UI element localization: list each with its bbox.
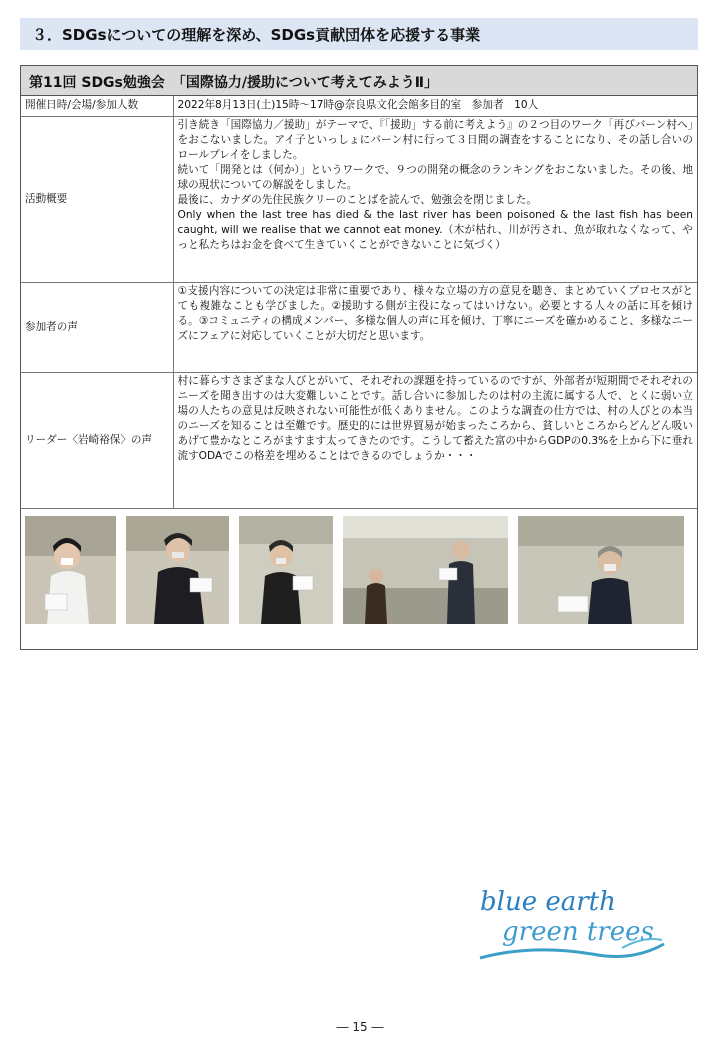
row-label: 参加者の声 [21,282,173,372]
report-title: 第11回 SDGs勉強会 「国際協力/援助について考えてみようⅡ」 [21,66,697,96]
row-content: 引き続き「国際協力／援助」がテーマで、『「援助」する前に考えよう』の２つ目のワーク「再びバーン村へ」をおこないました。アイ子といっしょにバーン村に行って３日間の調査をすることになり、その話し合いのロールプレイをしました。 続いて「開発とは（何か）」というワークで、９つの開発の概念のランキングをおこないました。その後、地球の現状についての解説をしました。 最後に、カナダの先住民族クリーのことばを読んで、勉強会を閉じました。 Only when the last tree has died & the last river has been poisoned & the last fish has been caught, will we realise that we cannot eat money.（木が枯れ、川が汚され、魚が取れなくなって、やっと私たちはお金を食べて生きていくことができないことに気づく） [173,116,697,282]
photo-woman-with-paper [239,516,333,624]
page-number: ― 15 ― [336,1020,384,1034]
section-header [20,18,698,50]
row-label: 活動概要 [21,116,173,282]
blue-earth-green-trees-logo [472,878,672,968]
row-label: 開催日時/会場/参加人数 [21,96,173,116]
section-title: ３．SDGsについての理解を深め、SDGs貢献団体を応援する事業 [32,26,481,44]
row-leader-voice [21,372,697,508]
photo-room-group [343,516,508,624]
photo-strip [21,509,697,624]
row-participant-voices [21,282,697,372]
info-table [21,96,697,509]
row-content: 2022年8月13日(土)15時～17時@奈良県文化会館多目的室 参加者 10人 [173,96,697,116]
row-content: 村に暮らすさまざまな人びとがいて、それぞれの課題を持っているのですが、外部者が短期間でそれぞれのニーズを聞き出すのは大変難しいことです。話し合いに参加したのは村の主流に属する人で、とくに弱い立場の人たちの意見は反映されない可能性が低くありません。このような調査の仕方では、村の人びとの本当のニーズを知ることは至難です。歴史的には世界貿易が始まったころから、貧しいところからどんどん吸いあげて豊かなところがますます太ってきたのです。こうして蓄えた富の中からGDPの0.3%を上から下に垂れ流すODAでこの格差を埋めることはできるのでしょうか・・・ [173,372,697,508]
row-activity-summary [21,116,697,282]
report-table [20,65,698,650]
photo-woman-reading [25,516,116,624]
photo-leader-speaking [518,516,684,624]
logo-line1: blue earth [480,887,616,917]
row-date-venue [21,96,697,116]
photo-woman-speaking [126,516,229,624]
row-label: リーダー〈岩崎裕保〉の声 [21,372,173,508]
logo-line2: green trees [502,917,654,947]
row-content: ①支援内容についての決定は非常に重要であり、様々な立場の方の意見を聴き、まとめていくプロセスがとても複雑なことも学びました。②援助する側が主役になってはいけない。必要とする人々の話に耳を傾ける。③コミュニティの構成メンバー、多様な個人の声に耳を傾け、丁寧にニーズを確かめること、多様なニーズにフェアに対応していくことが大切だと思います。 [173,282,697,372]
